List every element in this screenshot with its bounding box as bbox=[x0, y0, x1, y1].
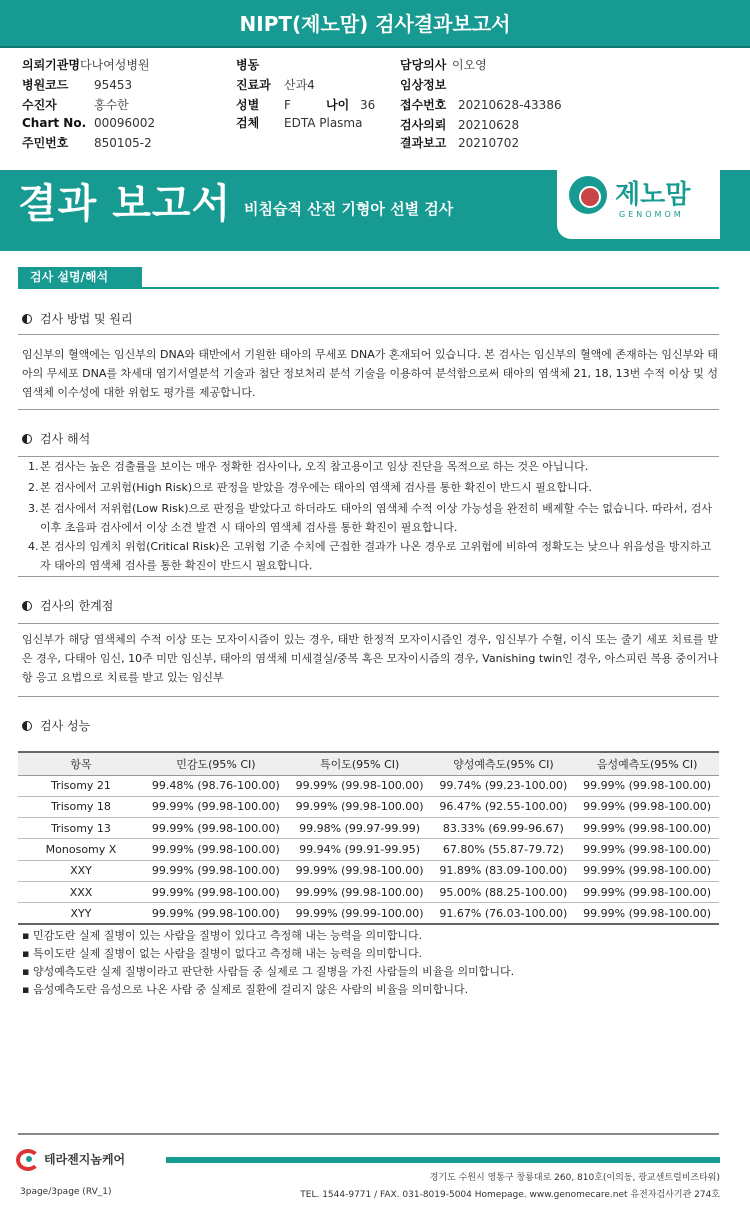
hospital-value: 다나여성병원 bbox=[80, 58, 150, 72]
table-row bbox=[18, 903, 719, 924]
table-cell: 99.99% (99.98-100.00) bbox=[575, 775, 719, 796]
method-text: 임신부의 혈액에는 임신부의 DNA와 태반에서 기원한 태아의 무세포 DNA가 혼재되어 있습니다. 본 검사는 임신부의 혈액에 존재하는 임신부와 태아의 무세포 DNA를 차세대 염기서열분석 기술과 첨단 정보처리 분석 기술을 이용하여 분석함으로써 태아의 염색체 21, 18, 13번 수적 이상 및 성염색체 이수성에 대한 위험도 평가를 제공합니다. bbox=[22, 348, 718, 399]
logo-text: 제노맘 bbox=[615, 180, 691, 210]
table-cell: 99.99% (99.98-100.00) bbox=[575, 839, 719, 860]
result-banner bbox=[0, 170, 750, 251]
dept-value: 산과4 bbox=[284, 78, 315, 92]
hospital-label: 의뢰기관명 bbox=[22, 58, 80, 72]
item-number: 1. bbox=[28, 460, 39, 473]
table-cell: Trisomy 13 bbox=[18, 818, 144, 839]
limitations-heading-text: 검사의 한계점 bbox=[40, 599, 114, 613]
table-cell: 99.99% (99.98-100.00) bbox=[144, 860, 288, 881]
table-cell: 99.99% (99.98-100.00) bbox=[575, 881, 719, 902]
half-circle-icon bbox=[22, 601, 32, 611]
table-cell: Monosomy X bbox=[18, 839, 144, 860]
table-cell: 83.33% (69.99-96.67) bbox=[432, 818, 576, 839]
id-label: 주민번호 bbox=[22, 136, 69, 150]
table-cell: 99.48% (98.76-100.00) bbox=[144, 775, 288, 796]
method-heading-text: 검사 방법 및 원리 bbox=[40, 312, 133, 326]
specimen-value: EDTA Plasma bbox=[284, 116, 363, 130]
report-label: 결과보고 bbox=[400, 136, 447, 150]
chart-value: 00096002 bbox=[94, 116, 156, 130]
item-number: 2. bbox=[28, 481, 39, 494]
table-row bbox=[18, 860, 719, 881]
footer-divider bbox=[18, 1133, 719, 1135]
genomom-logo bbox=[557, 170, 720, 239]
table-cell: 99.94% (99.91-99.95) bbox=[288, 839, 432, 860]
receipt-label: 접수번호 bbox=[400, 98, 447, 112]
table-cell: 99.99% (99.98-100.00) bbox=[575, 796, 719, 817]
patient-info bbox=[0, 52, 750, 152]
banner-subtitle: 비침습적 산전 기형아 선별 검사 bbox=[244, 200, 454, 218]
column-header: 음성예측도(95% CI) bbox=[575, 752, 719, 775]
receipt-value: 20210628-43386 bbox=[458, 98, 562, 112]
code-value: 95453 bbox=[94, 78, 133, 92]
column-header: 민감도(95% CI) bbox=[144, 752, 288, 775]
item-number: 3. bbox=[28, 502, 39, 515]
sex-value: F bbox=[284, 98, 291, 112]
section-tab: 검사 설명/해석 bbox=[18, 267, 142, 287]
table-cell: Trisomy 21 bbox=[18, 775, 144, 796]
item-text: 본 검사에서 고위험(High Risk)으로 판정을 받았을 경우에는 태아의 염색체 검사를 통한 확진이 반드시 필요합니다. bbox=[40, 481, 592, 494]
table-cell: 99.74% (99.23-100.00) bbox=[432, 775, 576, 796]
table-row bbox=[18, 818, 719, 839]
item-text: 본 검사는 높은 검출률을 보이는 매우 정확한 검사이나, 오직 참고용이고 임상 진단을 목적으로 하는 것은 아닙니다. bbox=[40, 460, 589, 473]
method-heading bbox=[22, 310, 133, 327]
company-address: 경기도 수원시 영통구 창룡대로 260, 810호(이의동, 광교센트럴비즈타워) bbox=[429, 1173, 720, 1183]
item-text: 본 검사에서 저위험(Low Risk)으로 판정을 받았다고 하더라도 태아의 염색체 수적 이상 가능성을 완전히 배제할 수는 없습니다. 따라서, 검사 이후 초음파 검사에서 이상 소견 발견 시 태아의 염색체 검사를 통한 확진이 필요합니다. bbox=[40, 502, 713, 534]
request-label: 검사의뢰 bbox=[400, 118, 447, 132]
table-cell: 91.67% (76.03-100.00) bbox=[432, 903, 576, 924]
age-value: 36 bbox=[360, 98, 376, 112]
note-item: ▪ 특이도란 실제 질병이 없는 사람을 질병이 없다고 측정해 내는 능력을 의미합니다. bbox=[22, 947, 423, 960]
logo-emblem-icon bbox=[569, 176, 607, 214]
dept-label: 진료과 bbox=[236, 78, 271, 92]
table-cell: 99.99% (99.98-100.00) bbox=[144, 881, 288, 902]
doctor-label: 담당의사 bbox=[400, 58, 447, 72]
code-label: 병원코드 bbox=[22, 78, 69, 92]
chart-label: Chart No. bbox=[22, 116, 87, 130]
divider bbox=[18, 409, 719, 410]
table-cell: XXY bbox=[18, 860, 144, 881]
divider bbox=[18, 623, 719, 624]
table-cell: 99.99% (99.98-100.00) bbox=[144, 796, 288, 817]
divider bbox=[18, 334, 719, 335]
table-row bbox=[18, 796, 719, 817]
id-value: 850105-2 bbox=[94, 136, 152, 150]
table-cell: 99.99% (99.98-100.00) bbox=[288, 796, 432, 817]
item-number: 4. bbox=[28, 540, 39, 553]
table-cell: 91.89% (83.09-100.00) bbox=[432, 860, 576, 881]
sex-label: 성별 bbox=[236, 98, 260, 112]
table-cell: XYY bbox=[18, 903, 144, 924]
table-cell: XXX bbox=[18, 881, 144, 902]
table-row bbox=[18, 881, 719, 902]
table-cell: 99.99% (99.99-100.00) bbox=[288, 903, 432, 924]
table-row bbox=[18, 775, 719, 796]
table-cell: 99.99% (99.98-100.00) bbox=[575, 860, 719, 881]
note-item: ▪ 민감도란 실제 질병이 있는 사람을 질병이 있다고 측정해 내는 능력을 의미합니다. bbox=[22, 929, 423, 942]
column-header: 양성예측도(95% CI) bbox=[432, 752, 576, 775]
banner-title: 결과 보고서 bbox=[18, 181, 232, 227]
request-value: 20210628 bbox=[458, 118, 520, 132]
ward-label: 병동 bbox=[236, 58, 260, 72]
half-circle-icon bbox=[22, 434, 32, 444]
company-name: 테라젠지놈케어 bbox=[44, 1152, 126, 1167]
column-header: 항목 bbox=[18, 752, 144, 775]
column-header: 특이도(95% CI) bbox=[288, 752, 432, 775]
table-cell: 99.98% (99.97-99.99) bbox=[288, 818, 432, 839]
item-text: 본 검사의 임계치 위험(Critical Risk)은 고위험 기준 수치에 근접한 결과가 나온 경우로 고위험에 비하여 정확도는 낮으나 위음성을 방지하고자 태아의 염색체 검사를 통한 확진이 반드시 필요합니다. bbox=[40, 540, 712, 572]
table-cell: 99.99% (99.98-100.00) bbox=[288, 775, 432, 796]
performance-notes bbox=[22, 927, 514, 999]
table-cell: 96.47% (92.55-100.00) bbox=[432, 796, 576, 817]
limitations-heading bbox=[22, 597, 113, 614]
table-cell: 99.99% (99.98-100.00) bbox=[144, 903, 288, 924]
report-value: 20210702 bbox=[458, 136, 520, 150]
table-cell: 99.99% (99.98-100.00) bbox=[575, 903, 719, 924]
logo-subtext: GENOMOM bbox=[619, 210, 684, 219]
report-title: NIPT(제노맘) 검사결과보고서 bbox=[0, 0, 750, 48]
age-label: 나이 bbox=[326, 98, 350, 112]
footer-bar bbox=[166, 1157, 720, 1163]
table-cell: 95.00% (88.25-100.00) bbox=[432, 881, 576, 902]
section-divider bbox=[18, 287, 719, 289]
table-cell: Trisomy 18 bbox=[18, 796, 144, 817]
table-row bbox=[18, 839, 719, 860]
page-number: 3page/3page (RV_1) bbox=[20, 1187, 112, 1197]
note-item: ▪ 음성예측도란 음성으로 나온 사람 중 실제로 질환에 걸리지 않은 사람의 비율을 의미합니다. bbox=[22, 983, 469, 996]
table-cell: 67.80% (55.87-79.72) bbox=[432, 839, 576, 860]
clinical-label: 임상정보 bbox=[400, 78, 447, 92]
table-header-row bbox=[18, 752, 719, 775]
table-cell: 99.99% (99.98-100.00) bbox=[288, 860, 432, 881]
company-contact: TEL. 1544-9771 / FAX. 031-8019-5004 Homepage. www.genomecare.net 유전자검사기관 274호 bbox=[300, 1190, 720, 1200]
table-cell: 99.99% (99.98-100.00) bbox=[288, 881, 432, 902]
specimen-label: 검체 bbox=[236, 116, 260, 130]
half-circle-icon bbox=[22, 721, 32, 731]
limitations-text: 임신부가 해당 염색체의 수적 이상 또는 모자이시즘이 있는 경우, 태반 한정적 모자이시즘인 경우, 임신부가 수혈, 이식 또는 줄기 세포 치료를 받은 경우, 다태아 임신, 10주 미만 임신부, 태아의 염색체 미세결실/중복 혹은 모자이시즘의 경우, Vanishing twin인 경우, 아스피린 복용 중이거나 항 응고 요법으로 치료를 받고 있는 임신부 bbox=[22, 633, 718, 684]
performance-table bbox=[18, 751, 719, 925]
collector-value: 홍수한 bbox=[94, 98, 129, 112]
company-logo bbox=[16, 1149, 125, 1171]
company-logo-icon bbox=[16, 1149, 40, 1171]
performance-heading-text: 검사 성능 bbox=[40, 719, 91, 733]
half-circle-icon bbox=[22, 314, 32, 324]
doctor-value: 이오영 bbox=[452, 58, 487, 72]
table-cell: 99.99% (99.98-100.00) bbox=[144, 818, 288, 839]
interpretation-heading bbox=[22, 430, 90, 447]
divider bbox=[18, 576, 719, 577]
table-cell: 99.99% (99.98-100.00) bbox=[144, 839, 288, 860]
note-item: ▪ 양성예측도란 실제 질병이라고 판단한 사람들 중 실제로 그 질병을 가진 사람들의 비율을 의미합니다. bbox=[22, 965, 515, 978]
interpretation-heading-text: 검사 해석 bbox=[40, 432, 91, 446]
divider bbox=[18, 696, 719, 697]
collector-label: 수진자 bbox=[22, 98, 57, 112]
performance-heading bbox=[22, 717, 90, 734]
table-cell: 99.99% (99.98-100.00) bbox=[575, 818, 719, 839]
